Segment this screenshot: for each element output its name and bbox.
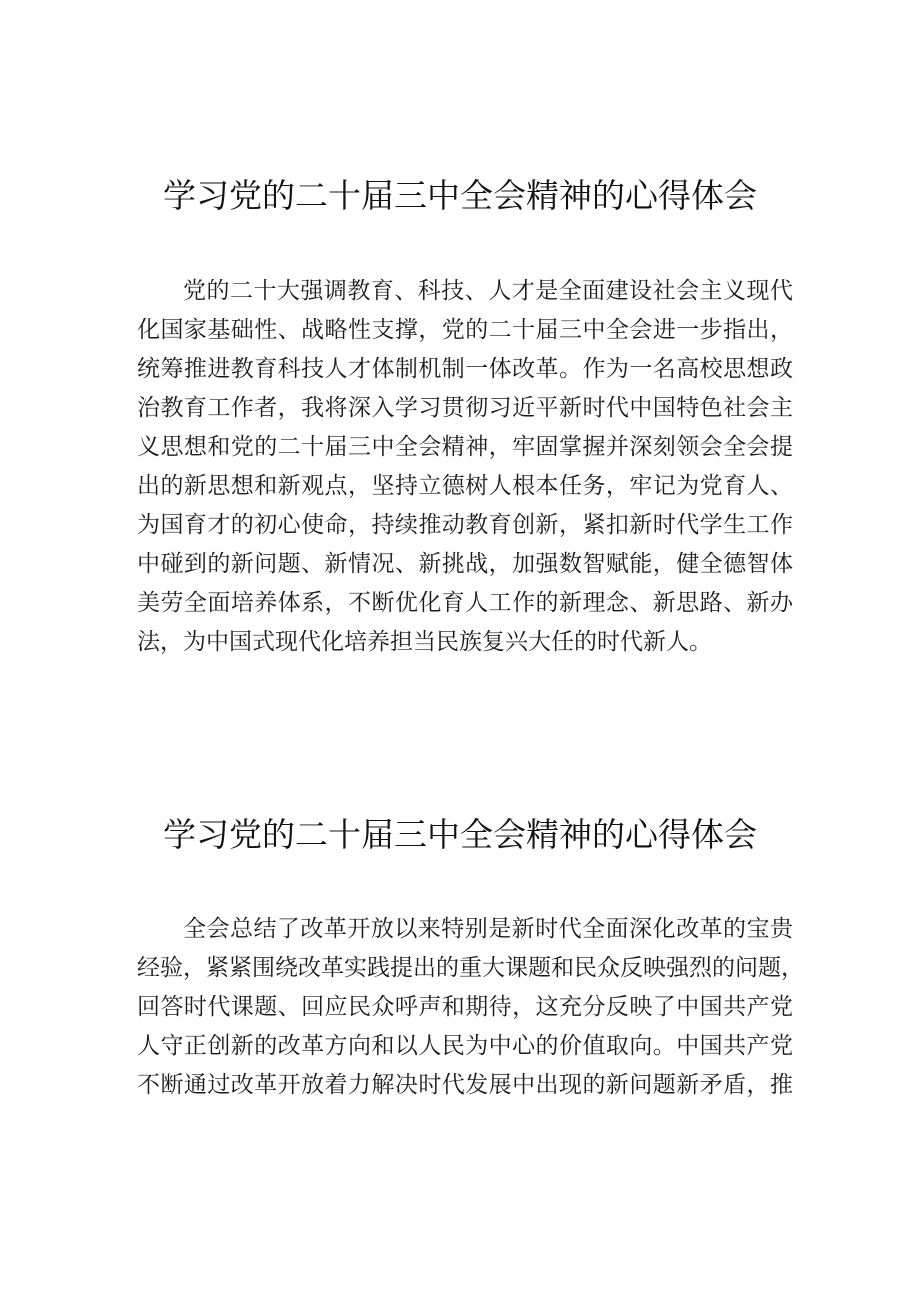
paragraph-line: 全会总结了改革开放以来特别是新时代全面深化改革的宝贵 [183, 916, 793, 942]
paragraph-line: 出的新思想和新观点，坚持立德树人根本任务，牢记为党育人、 [137, 473, 793, 499]
section-2-paragraph [137, 910, 804, 1105]
paragraph-line: 经验，紧紧围绕改革实践提出的重大课题和民众反映强烈的问题， [137, 955, 804, 981]
paragraph-line: 治教育工作者，我将深入学习贯彻习近平新时代中国特色社会主 [137, 395, 793, 421]
paragraph-line: 为国育才的初心使命，持续推动教育创新，紧扣新时代学生工作 [137, 512, 793, 538]
paragraph-line: 法，为中国式现代化培养担当民族复兴大任的时代新人。 [137, 629, 712, 655]
paragraph-line: 统筹推进教育科技人才体制机制一体改革。作为一名高校思想政 [137, 356, 793, 382]
paragraph-line: 中碰到的新问题、新情况、新挑战，加强数智赋能，健全德智体 [137, 551, 793, 577]
paragraph-line: 不断通过改革开放着力解决时代发展中出现的新问题新矛盾，推 [137, 1072, 793, 1098]
paragraph-line: 义思想和党的二十届三中全会精神，牢固掌握并深刻领会全会提 [137, 434, 793, 460]
section-2-title: 学习党的二十届三中全会精神的心得体会 [163, 815, 757, 854]
section-1-paragraph [137, 272, 793, 662]
paragraph-line: 人守正创新的改革方向和以人民为中心的价值取向。中国共产党 [137, 1033, 793, 1059]
paragraph-line: 美劳全面培养体系，不断优化育人工作的新理念、新思路、新办 [137, 590, 793, 616]
paragraph-line: 回答时代课题、回应民众呼声和期待，这充分反映了中国共产党 [137, 994, 793, 1020]
paragraph-line: 党的二十大强调教育、科技、人才是全面建设社会主义现代 [183, 278, 793, 304]
paragraph-line: 化国家基础性、战略性支撑，党的二十届三中全会进一步指出， [137, 317, 793, 343]
section-1-title: 学习党的二十届三中全会精神的心得体会 [163, 176, 757, 215]
